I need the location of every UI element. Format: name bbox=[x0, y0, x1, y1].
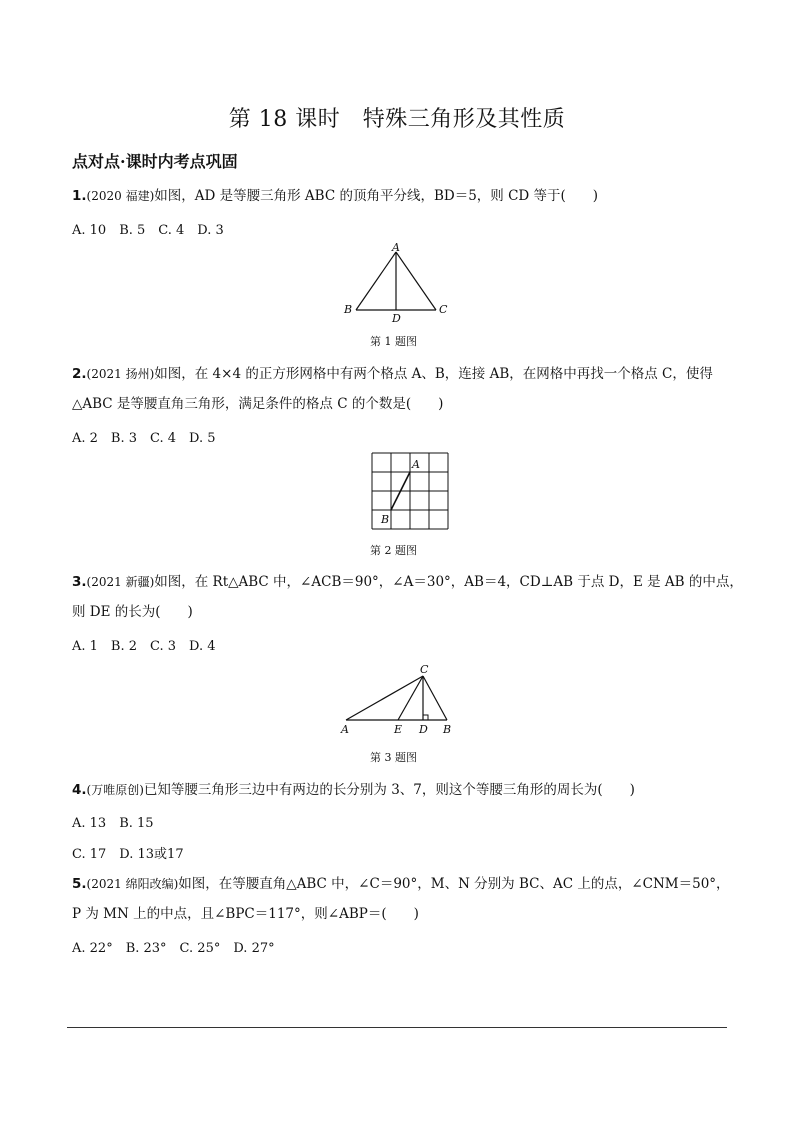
question-number: 2. bbox=[72, 366, 87, 382]
figure-1-caption: 第 1 题图 bbox=[370, 335, 417, 348]
question-2-line2: △ABC 是等腰直角三角形，满足条件的格点 C 的个数是( ) bbox=[72, 396, 444, 412]
figure-3-triangle bbox=[336, 660, 460, 738]
question-text: 如图，在等腰直角△ABC 中，∠C＝90°，M、N 分别为 BC、AC 上的点，∠CNM＝50°， bbox=[178, 876, 730, 892]
side-bc bbox=[423, 676, 447, 720]
question-source: (2021 新疆) bbox=[86, 575, 155, 589]
question-source: (2020 福建) bbox=[86, 189, 155, 203]
question-1 bbox=[72, 186, 598, 206]
label-d: D bbox=[419, 723, 428, 736]
question-source: (2021 扬州) bbox=[86, 367, 155, 381]
right-angle-mark bbox=[423, 715, 428, 720]
question-5-line2: P 为 MN 上的中点，且∠BPC＝117°，则∠ABP＝( ) bbox=[72, 906, 419, 922]
section-heading: 点对点·课时内考点巩固 bbox=[72, 152, 238, 171]
question-number: 4. bbox=[72, 782, 87, 798]
figure-1-triangle bbox=[338, 240, 458, 324]
question-text: 如图，在 4×4 的正方形网格中有两个格点 A、B，连接 AB，在网格中再找一个格点 C，使得 bbox=[154, 366, 713, 382]
question-number: 1. bbox=[72, 188, 87, 204]
question-2-options: A. 2 B. 3 C. 4 D. 5 bbox=[72, 431, 216, 446]
question-text: 如图，在 Rt△ABC 中，∠ACB＝90°，∠A＝30°，AB＝4，CD⊥AB 于点 D，E 是 AB 的中点， bbox=[154, 574, 743, 590]
side-ab bbox=[356, 252, 396, 310]
question-4-options-2: C. 17 D. 13或17 bbox=[72, 847, 184, 862]
figure-2-caption: 第 2 题图 bbox=[370, 544, 417, 557]
question-2 bbox=[72, 364, 713, 384]
question-number: 5. bbox=[72, 876, 87, 892]
side-ac bbox=[396, 252, 436, 310]
question-5-options: A. 22° B. 23° C. 25° D. 27° bbox=[72, 941, 275, 956]
label-c: C bbox=[420, 663, 429, 676]
question-source: (万唯原创) bbox=[86, 783, 144, 797]
question-source: (2021 绵阳改编) bbox=[86, 877, 179, 891]
label-a: A bbox=[412, 458, 420, 471]
label-b: B bbox=[344, 303, 353, 316]
question-text: 已知等腰三角形三边中有两边的长分别为 3、7，则这个等腰三角形的周长为( ) bbox=[143, 782, 635, 798]
question-5 bbox=[72, 874, 730, 894]
figure-3-caption: 第 3 题图 bbox=[370, 751, 417, 764]
label-b: B bbox=[443, 723, 452, 736]
figure-2-grid bbox=[368, 450, 452, 532]
label-a: A bbox=[392, 241, 400, 254]
label-d: D bbox=[392, 312, 401, 324]
label-c: C bbox=[439, 303, 448, 316]
question-3 bbox=[72, 572, 743, 592]
question-4 bbox=[72, 780, 635, 800]
footer-divider bbox=[67, 1027, 727, 1028]
question-text: 如图，AD 是等腰三角形 ABC 的顶角平分线，BD＝5，则 CD 等于( ) bbox=[154, 188, 599, 204]
question-3-line2: 则 DE 的长为( ) bbox=[72, 604, 193, 620]
question-1-options: A. 10 B. 5 C. 4 D. 3 bbox=[72, 223, 224, 238]
label-a: A bbox=[341, 723, 349, 736]
question-3-options: A. 1 B. 2 C. 3 D. 4 bbox=[72, 639, 216, 654]
page-title: 第 18 课时 特殊三角形及其性质 bbox=[228, 107, 566, 132]
question-number: 3. bbox=[72, 574, 87, 590]
label-e: E bbox=[394, 723, 403, 736]
label-b: B bbox=[381, 513, 390, 526]
side-ac bbox=[346, 676, 423, 720]
question-4-options: A. 13 B. 15 bbox=[72, 816, 154, 831]
